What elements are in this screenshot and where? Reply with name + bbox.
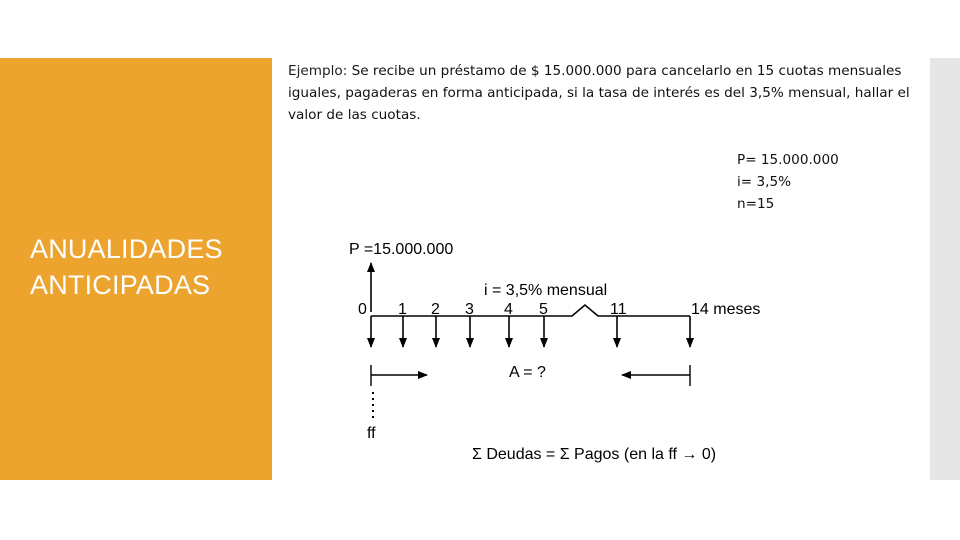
equation: Σ Deudas = Σ Pagos (en la ff → 0) (472, 446, 717, 463)
period-label-0: 0 (358, 301, 367, 318)
period-label-11: 11 (610, 301, 627, 318)
problem-text: Se recibe un préstamo de $ 15.000.000 para cancelarlo en 15 cuotas mensuales iguales, pagaderas en forma anticipada, si la tasa de interés es del 3,5% mensual, hallar el valor de las cuotas. (288, 63, 910, 123)
given-p: P= 15.000.000 (737, 152, 839, 168)
period-label-4: 4 (504, 301, 513, 318)
payment-label: A = ? (509, 364, 546, 381)
period-label-5: 5 (539, 301, 548, 318)
given-n: n=15 (737, 196, 775, 212)
rate-label: i = 3,5% mensual (484, 282, 608, 299)
given-i: i= 3,5% (737, 174, 792, 190)
section-title-line-2: ANTICIPADAS (30, 270, 211, 300)
period-label-14: 14 meses (691, 301, 761, 318)
timeline (371, 305, 690, 316)
section-title-line-1: ANUALIDADES (30, 234, 223, 264)
present-value-label: P =15.000.000 (349, 241, 454, 258)
period-label-1: 1 (398, 301, 407, 318)
example-label: Ejemplo: (288, 63, 348, 79)
period-label-2: 2 (431, 301, 440, 318)
period-label-3: 3 (465, 301, 474, 318)
focal-date-label: ff (367, 425, 376, 442)
